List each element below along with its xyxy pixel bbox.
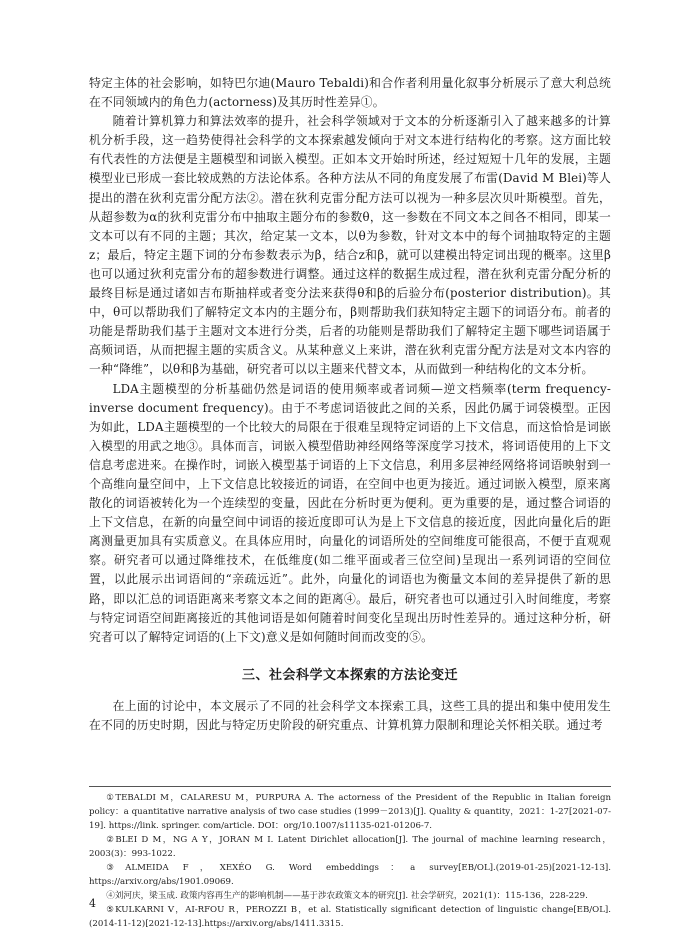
- footnotes: [89, 791, 611, 931]
- paragraph-methodology: 在上面的讨论中，本文展示了不同的社会科学文本探索工具，这些工具的提出和集中使用发生在不同的历史时期，因此与特定历史阶段的研究重点、计算机算力限制和理论关怀相关联。通过考: [89, 698, 611, 732]
- footnote: ①TEBALDI M，CALARESU M，PURPURA A. The actorness of the President of the Republic in Italian foreign policy：a quantitative narrative analysis of two case studies (1999－2013)[J]. Quality & quantity，2021：1-27[2021-07-19]. https://link. springer. com/article. DOI：org/10.1007/s11135-021-01206-7.: [89, 793, 611, 831]
- main-body-text: [89, 74, 611, 735]
- paragraph-continuation: 特定主体的社会影响，如特巴尔迪(Mauro Tebaldi)和合作者利用量化叙事分析展示了意大利总统在不同领域内的角色力(actorness)及其历时性差异①。: [89, 76, 611, 110]
- footnote: ②BLEI D M，NG A Y，JORAN M I. Latent Dirichlet allocation[J]. The journal of machine learning research，2003(3)：993-1022.: [89, 835, 611, 859]
- footnote: ③ALMEIDA F，XEXÉO G. Word embeddings：a survey[EB/OL].(2019-01-25)[2021-12-13]. https://arxiv.org/abs/1901.09069.: [89, 863, 611, 887]
- footnote-divider: [89, 786, 611, 787]
- page-number: 4: [89, 897, 96, 910]
- paragraph-word-embeddings: LDA主题模型的分析基础仍然是词语的使用频率或者词频—逆文档频率(term frequency-inverse document frequency)。由于不考虑词语彼此之间的关系，因此仍属于词袋模型。正因为如此，LDA主题模型的一个比较大的局限在于很难呈现特定词语的上下文信息，而这恰恰是词嵌入模型的用武之地③。具体而言，词嵌入模型借助神经网络等深度学习技术，将词语使用的上下文信息考虑进来。在操作时，词嵌入模型基于词语的上下文信息，利用多层神经网络将词语映射到一个高维向量空间中，上下文信息比较接近的词语，在空间中也更为接近。通过词嵌入模型，原来离散化的词语被转化为一个连续型的变量，因此在分析时更为便利。更为重要的是，通过整合词语的上下文信息，在新的向量空间中词语的接近度即可认为是上下文信息的接近度，因此向量化后的距离测量更加具有实质意义。在具体应用时，向量化的词语所处的空间维度可能很高，不便于直观观察。研究者可以通过降维技术，在低维度(如二维平面或者三位空间)呈现出一系列词语的空间位置，以此展示出词语间的“亲疏远近”。此外，向量化的词语也为衡量文本间的差异提供了新的思路，即以汇总的词语距离来考察文本之间的距离④。最后，研究者也可以通过引入时间维度，考察与特定词语空间距离接近的其他词语是如何随着时间变化呈现出历时性差异的。通过这种分析，研究者可以了解特定词语的(上下文)意义是如何随时间而改变的⑤。: [89, 381, 611, 644]
- paragraph-topic-models: 随着计算机算力和算法效率的提升，社会科学领域对于文本的分析逐渐引入了越来越多的计算机分析手段，这一趋势使得社会科学的文本探索越发倾向于对文本进行结构化的考察。这方面比较有代表性的方法便是主题模型和词嵌入模型。正如本文开始时所述，经过短短十几年的发展，主题模型业已形成一套比较成熟的方法论体系。各种方法从不同的角度发展了布雷(David M Blei)等人提出的潜在狄利克雷分配方法②。潜在狄利克雷分配方法可以视为一种多层次贝叶斯模型。首先，从超参数为α的狄利克雷分布中抽取主题分布的参数θ，这一参数在不同文本之间各不相同，即某一文本可以有不同的主题；其次，给定某一文本，以θ为参数，针对文本中的每个词抽取特定的主题z；最后，特定主题下词的分布参数表示为β，结合z和β，就可以建模出特定词出现的概率。这里β也可以通过狄利克雷分布的超参数进行调整。通过这样的数据生成过程，潜在狄利克雷分配分析的最终目标是通过诸如吉布斯抽样或者变分法来获得θ和β的后验分布(posterior distribution)。其中，θ可以帮助我们了解特定文本内的主题分布，β则帮助我们获知特定主题下的词语分布。前者的功能是帮助我们基于主题对文本进行分类，后者的功能则是帮助我们了解特定主题下哪些词语属于高频词语，从而把握主题的实质含义。从某种意义上来讲，潜在狄利克雷分配方法是对文本内容的一种“降维”，以θ和β为基础，研究者可以以主题来代替文本，从而做到一种结构化的文本分析。: [89, 114, 611, 377]
- footnote: ⑤KULKARNI V，AI-RFOU R，PEROZZI B，et al. Statistically significant detection of linguistic change[EB/OL].(2014-11-12)[2021-12-13].https://arxiv.org/abs/1411.3315.: [89, 905, 611, 929]
- footnote: ④刘河庆，梁玉成. 政策内容再生产的影响机制——基于涉农政策文本的研究[J]. 社会学研究，2021(1)：115-136，228-229.: [106, 891, 588, 901]
- section-heading: 三、社会科学文本探索的方法论变迁: [241, 667, 458, 683]
